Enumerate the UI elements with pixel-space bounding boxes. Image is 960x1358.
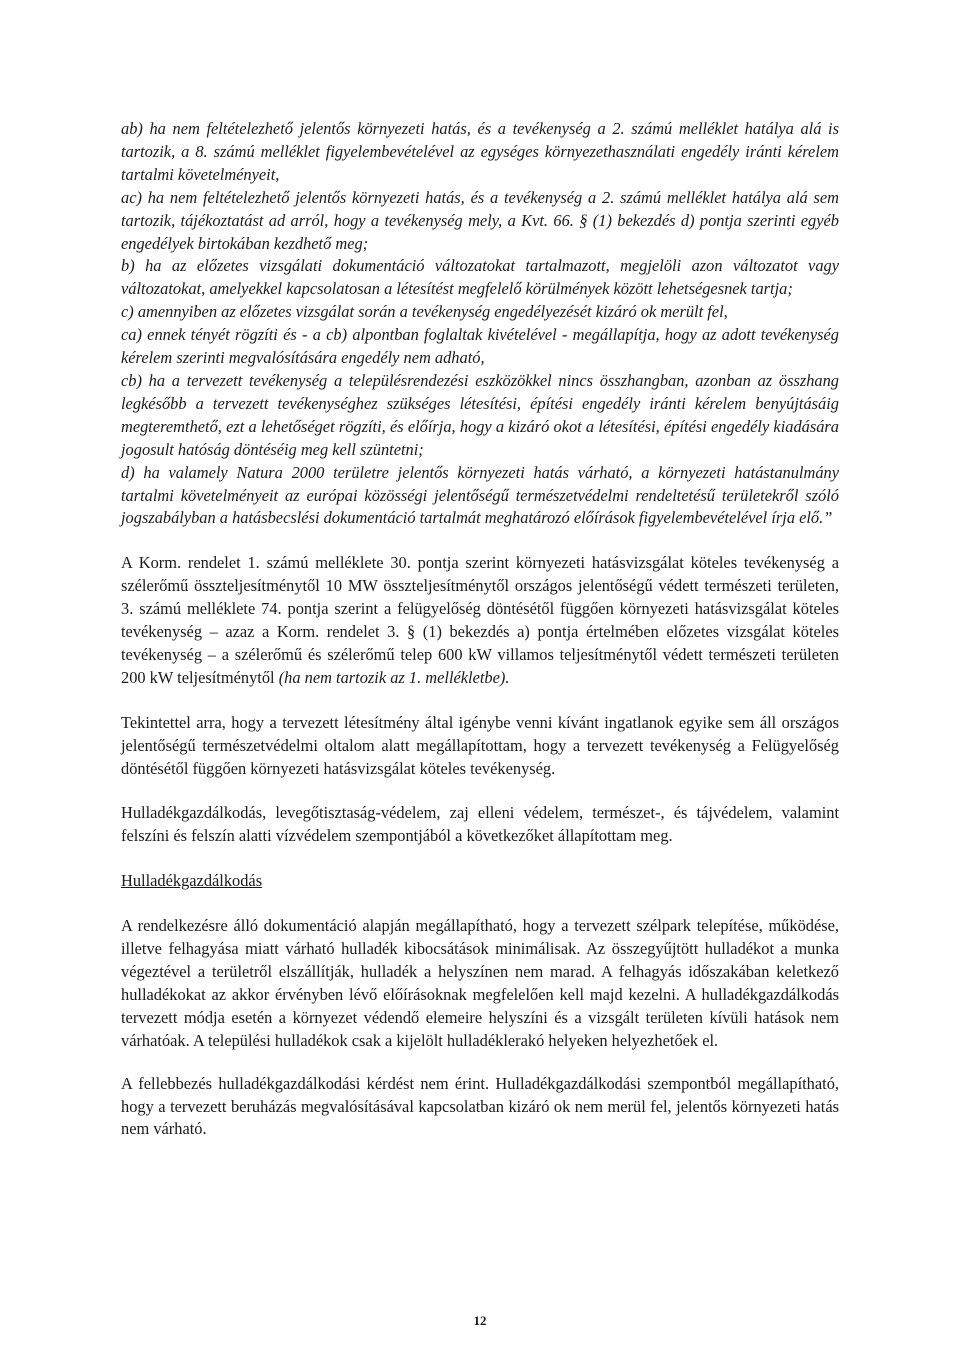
quote-c: c) amennyiben az előzetes vizsgálat során a tevékenység engedélyezését kizáró ok merült fel, — [121, 302, 728, 322]
quote-ca: ca) ennek tényét rögzíti és - a cb) alpontban foglaltak kivételével - megállapítja, hogy az adott tevékenység kérelem szerinti megvalósítására engedély nem adható, — [121, 325, 839, 368]
body-text — [121, 118, 839, 1141]
paragraph-korm-rendelet — [121, 552, 839, 689]
paragraph-fellebbezes: A fellebbezés hulladékgazdálkodási kérdést nem érint. Hulladékgazdálkodási szempontból megállapítható, hogy a tervezett beruházás megvalósításával kapcsolatban kizáró ok nem merül fel, jelentős környezeti hatás nem várható. — [121, 1073, 839, 1139]
section-heading: Hulladékgazdálkodás — [121, 871, 263, 891]
page-number: 12 — [473, 1313, 487, 1328]
quote-cb: cb) ha a tervezett tevékenység a településrendezési eszközökkel nincs összhangban, azonban az összhang legkésőbb a tervezett tevékenységhez szükséges létesítési, építési engedély iránti kérelem benyújtásáig megteremthető, ezt a lehetőséget rögzíti, és előírja, hogy a kizáró okot a létesítési, építési engedély kiadására jogosult hatóság döntéséig meg kell szüntetni; — [121, 370, 839, 459]
quote-ab: ab) ha nem feltételezhető jelentős környezeti hatás, és a tevékenység a 2. számú melléklet hatálya alá is tartozik, a 8. számú melléklet figyelembevételével az egységes környezethasználati engedély iránti kérelem tartalmi követelményeit, — [121, 119, 839, 184]
paragraph-hulladek-intro: Hulladékgazdálkodás, levegőtisztaság-védelem, zaj elleni védelem, természet-, és tájvédelem, valamint felszíni és felszín alatti vízvédelem szempontjából a következőket állapítottam meg. — [121, 803, 839, 846]
paragraph-tekintettel: Tekintettel arra, hogy a tervezett létesítmény által igénybe venni kívánt ingatlanok egyike sem áll országos jelentőségű természetvédelmi oltalom alatt megállapítottam, hogy a tervezett tevékenység a Felügyelőség döntésétől függően környezeti hatásvizsgálat köteles tevékenység. — [121, 712, 839, 778]
paragraph-dokumentacio: A rendelkezésre álló dokumentáció alapján megállapítható, hogy a tervezett szélpark telepítése, működése, illetve felhagyása miatt várható hulladék kibocsátások minimálisak. Az összegyűjtött hulladékot a munka végeztével a területről elszállítják, hulladék a helyszínen nem marad. A felhagyás időszakában keletkező hulladékokat az akkor érvényben lévő előírásoknak megfelelően kell majd kezelni. A hulladékgazdálkodás tervezett módja esetén a környezet védendő elemeire helyszíni és a vizsgált területen kívüli hatások nem várhatóak. A települési hulladékok csak a kijelölt hulladéklerakó helyeken helyezhetőek el. — [121, 916, 839, 1050]
paragraph-korm-main: A Korm. rendelet 1. számú melléklete 30. pontja szerint környezeti hatásvizsgálat köteles tevékenység a szélerőmű összteljesítménytől 10 MW összteljesítménytől országos jelentőségű védett természeti területen, 3. számú melléklete 74. pontja szerint a felügyelőség döntésétől függően környezeti hatásvizsgálat köteles tevékenység – azaz a Korm. rendelet 3. § (1) bekezdés a) pontja értelmében előzetes vizsgálat köteles tevékenység – a szélerőmű és szélerőmű telep 600 kW villamos teljesítménytől védett természeti területen 200 kW teljesítménytől — [121, 553, 839, 687]
paragraph-korm-italic: (ha nem tartozik az 1. mellékletbe). — [278, 667, 510, 687]
quote-b: b) ha az előzetes vizsgálati dokumentáció változatokat tartalmazott, megjelöli azon változatot vagy változatokat, amelyekkel kapcsolatosan a létesítést megfelelő körülmények között lehetségesnek tartja; — [121, 256, 839, 299]
quote-ac: ac) ha nem feltételezhető jelentős környezeti hatás, és a tevékenység a 2. számú melléklet hatálya alá sem tartozik, tájékoztatást ad arról, hogy a tevékenység mely, a Kvt. 66. § (1) bekezdés d) pontja szerinti egyéb engedélyek birtokában kezdhető meg; — [121, 187, 839, 253]
quote-d: d) ha valamely Natura 2000 területre jelentős környezeti hatás várható, a környezeti hatástanulmány tartalmi követelményeit az európai közösségi jelentőségű természetvédelmi rendeltetésű területekről szóló jogszabályban a hatásbecslési dokumentáció tartalmát meghatározó előírások figyelembevételével írja elő.” — [121, 462, 839, 528]
